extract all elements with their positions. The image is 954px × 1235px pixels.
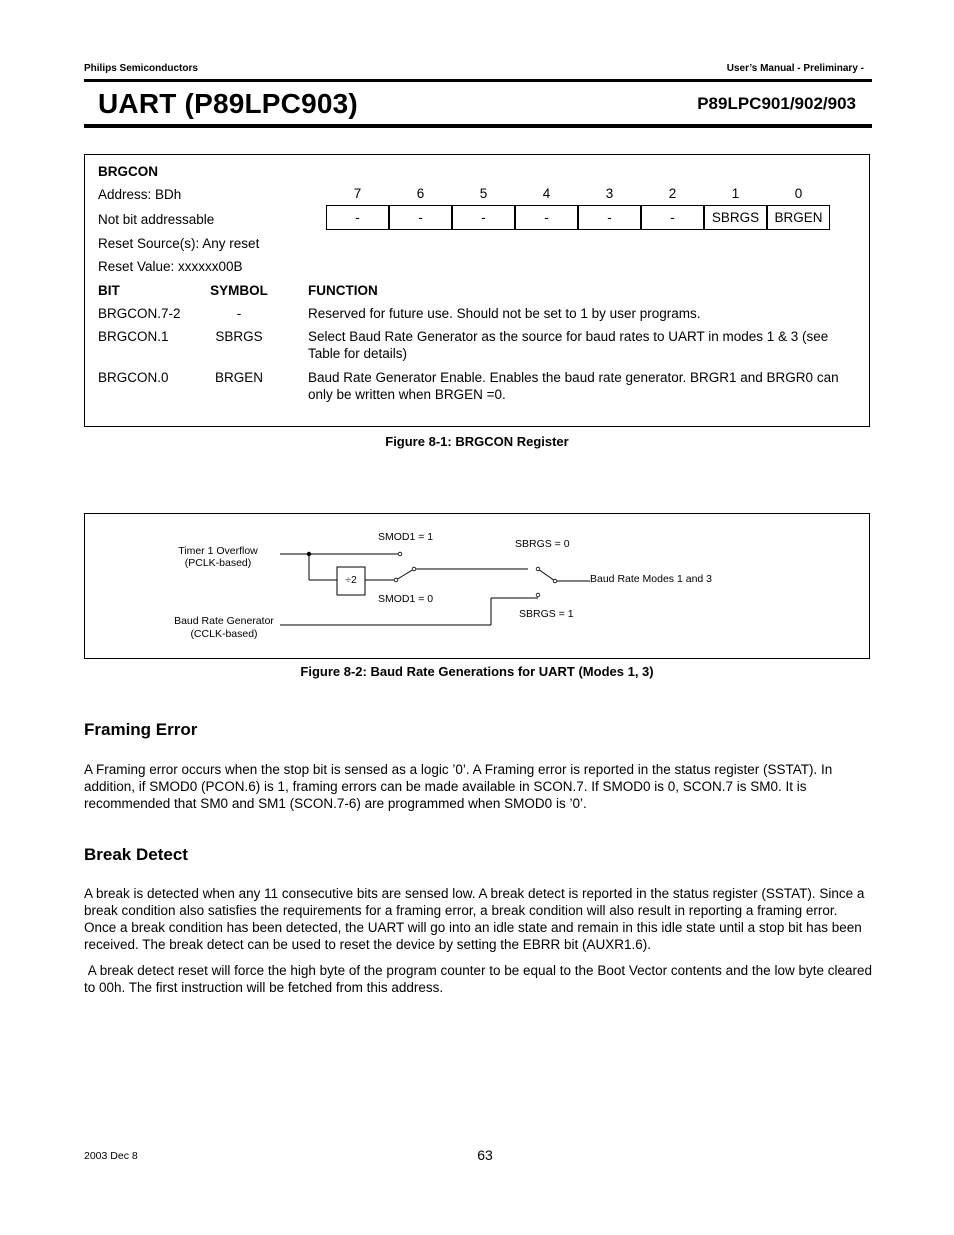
row-symbol-sbrgs: SBRGS: [215, 329, 263, 344]
row-symbol-reserved: -: [236, 306, 242, 321]
page-number: 63: [477, 1147, 493, 1163]
bit-cell-3: -: [578, 205, 641, 230]
junction-dot: [307, 552, 311, 556]
bit-cell-6: -: [389, 205, 452, 230]
bit-number-5: 5: [479, 186, 488, 201]
sbrgs-1-label: SBRGS = 1: [519, 608, 574, 620]
smod1-1-label: SMOD1 = 1: [378, 531, 434, 543]
column-header-symbol: SYMBOL: [210, 283, 268, 298]
sbrgs-0-label: SBRGS = 0: [515, 538, 570, 550]
timer-overflow-label-line2: (PCLK-based): [184, 557, 252, 569]
bit-number-1: 1: [731, 186, 740, 201]
part-numbers: P89LPC901/902/903: [697, 94, 856, 113]
row-bit-brgcon-7-2: BRGCON.7-2: [98, 306, 181, 321]
smod1-0-label: SMOD1 = 0: [378, 593, 434, 605]
bit-number-2: 2: [668, 186, 677, 201]
sbrgs-switch-arm: [538, 569, 555, 581]
sbrgs-pivot: [553, 579, 557, 583]
bit-number-4: 4: [542, 186, 551, 201]
column-header-bit: BIT: [98, 283, 120, 298]
bit-cell-4: -: [515, 205, 578, 230]
row-function-brgen: Baud Rate Generator Enable. Enables the baud rate generator. BRGR1 and BRGR0 can only be written when BRGEN =0.: [308, 370, 839, 402]
break-detect-text-1: A break is detected when any 11 consecutive bits are sensed low. A break detect is reported in the status register (SSTAT). Since a break condition also satisfies the requirements for a framing error, a break condition will also result in reporting a framing error. Once a break condition has been detected, the UART will go into an idle state and remain in this idle state until a stop bit has been received. The break detect can be used to reset the device by setting the EBRR bit (AUXR1.6).: [84, 886, 865, 952]
smod1-0-contact: [394, 578, 398, 582]
page-title: UART (P89LPC903): [98, 88, 358, 119]
row-bit-brgcon-1: BRGCON.1: [98, 329, 169, 344]
row-function-sbrgs: Select Baud Rate Generator as the source for baud rates to UART in modes 1 & 3 (see Table for details): [308, 329, 829, 361]
document-status: User’s Manual - Preliminary -: [726, 63, 864, 74]
column-header-function: FUNCTION: [308, 283, 378, 298]
timer-overflow-label: [160, 545, 276, 569]
company-name: Philips Semiconductors: [84, 63, 198, 74]
smod1-1-contact: [398, 552, 402, 556]
row-bit-brgcon-0: BRGCON.0: [98, 370, 169, 385]
smod1-pivot: [412, 567, 416, 571]
bit-number-7: 7: [353, 186, 362, 201]
brg-label-line2: (CCLK-based): [190, 628, 258, 640]
register-reset-source: Reset Source(s): Any reset: [98, 236, 260, 251]
bit-number-0: 0: [794, 186, 803, 201]
figure-caption-brgcon: Figure 8-1: BRGCON Register: [385, 434, 569, 449]
sbrgs-1-contact: [536, 593, 540, 597]
framing-error-heading: Framing Error: [84, 720, 198, 739]
break-detect-paragraph-1: [84, 885, 872, 953]
brg-label-line1: Baud Rate Generator: [174, 615, 274, 627]
register-address: Address: BDh: [98, 187, 182, 202]
brg-label: [164, 615, 284, 641]
break-detect-paragraph-2: [84, 962, 876, 996]
figure-caption-baud-rate: Figure 8-2: Baud Rate Generations for UART (Modes 1, 3): [300, 664, 654, 679]
row-symbol-brgen: BRGEN: [214, 370, 263, 385]
framing-error-paragraph: [84, 761, 872, 812]
bit-number-3: 3: [605, 186, 614, 201]
baud-output-label: Baud Rate Modes 1 and 3: [590, 573, 713, 585]
break-detect-heading: Break Detect: [84, 845, 188, 864]
register-bit-addressable: Not bit addressable: [98, 212, 215, 227]
sbrgs-0-contact: [536, 567, 540, 571]
bit-number-6: 6: [416, 186, 425, 201]
footer-date: 2003 Dec 8: [84, 1150, 138, 1162]
register-name: BRGCON: [98, 164, 158, 179]
smod1-switch-arm: [396, 569, 414, 580]
divider-label: ÷2: [345, 574, 357, 586]
row-function-reserved: Reserved for future use. Should not be set to 1 by user programs.: [308, 306, 701, 321]
bit-cell-0: BRGEN: [767, 205, 830, 230]
register-reset-value: Reset Value: xxxxxx00B: [98, 259, 243, 274]
timer-overflow-label-line1: Timer 1 Overflow: [178, 545, 258, 557]
bit-cell-7: -: [326, 205, 389, 230]
bit-cell-2: -: [641, 205, 704, 230]
break-detect-text-2: A break detect reset will force the high byte of the program counter to be equal to the Boot Vector contents and the low byte cleared to 00h. The first instruction will be fetched from this address.: [84, 963, 876, 995]
bit-cell-5: -: [452, 205, 515, 230]
framing-error-text: A Framing error occurs when the stop bit is sensed as a logic ’0’. A Framing error is reported in the status register (SSTAT). In addition, if SMOD0 (PCON.6) is 1, framing errors can be made available in SCON.7. If SMOD0 is 0, SCON.7 is SM0. It is recommended that SM0 and SM1 (SCON.7-6) are programmed when SMOD0 is ’0’.: [84, 762, 833, 811]
bit-cell-1: SBRGS: [704, 205, 767, 230]
